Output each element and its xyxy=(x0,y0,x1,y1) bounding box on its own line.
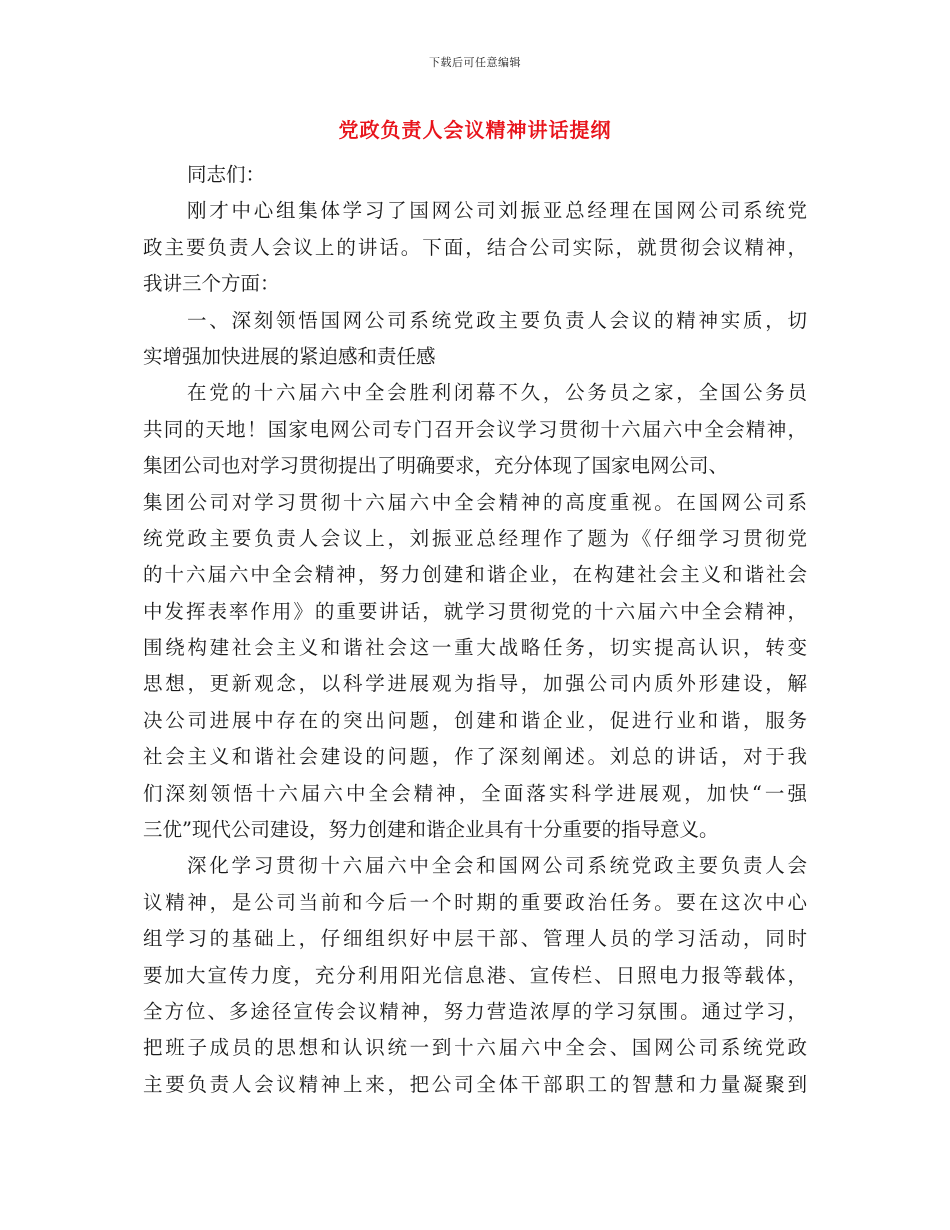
body-line: 议精神，是公司当前和今后一个时期的重要政治任务。要在这次中心 xyxy=(143,890,807,914)
body-line: 在党的十六届六中全会胜利闭幕不久，公务员之家，全国公务员 xyxy=(187,381,807,405)
document-body xyxy=(143,157,807,1103)
body-line: 组学习的基础上，仔细组织好中层干部、管理人员的学习活动，同时 xyxy=(143,927,807,951)
body-line: 深化学习贯彻十六届六中全会和国网公司系统党政主要负责人会 xyxy=(187,854,807,878)
body-line: 集团公司也对学习贯彻提出了明确要求，充分体现了国家电网公司、 xyxy=(143,454,729,478)
body-line: 思想，更新观念，以科学进展观为指导，加强公司内质外形建设，解 xyxy=(143,672,807,696)
body-line: 决公司进展中存在的突出问题，创建和谐企业，促进行业和谐，服务 xyxy=(143,708,807,732)
header-note: 下载后可任意编辑 xyxy=(429,56,521,69)
document-title: 党政负责人会议精神讲话提纲 xyxy=(338,118,612,142)
body-line: 的十六届六中全会精神，努力创建和谐企业，在构建社会主义和谐社会 xyxy=(143,563,807,587)
body-line: 围绕构建社会主义和谐社会这一重大战略任务，切实提高认识，转变 xyxy=(143,636,807,660)
body-line: 要加大宣传力度，充分利用阳光信息港、宣传栏、日照电力报等载体， xyxy=(143,963,807,987)
body-line: 们深刻领悟十六届六中全会精神，全面落实科学进展观，加快“一强 xyxy=(143,781,807,805)
body-line: 统党政主要负责人会议上，刘振亚总经理作了题为《仔细学习贯彻党 xyxy=(143,526,807,550)
body-line: 刚才中心组集体学习了国网公司刘振亚总经理在国网公司系统党 xyxy=(187,199,807,223)
body-line: 我讲三个方面： xyxy=(143,272,280,296)
body-line: 集团公司对学习贯彻十六届六中全会精神的高度重视。在国网公司系 xyxy=(143,490,807,514)
body-line: 中发挥表率作用》的重要讲话，就学习贯彻党的十六届六中全会精神， xyxy=(143,599,807,623)
section-heading-line: 实增强加快进展的紧迫感和责任感 xyxy=(143,344,436,368)
body-line: 社会主义和谐社会建设的问题，作了深刻阐述。刘总的讲话，对于我 xyxy=(143,745,807,769)
body-line: 主要负责人会议精神上来，把公司全体干部职工的智慧和力量凝聚到 xyxy=(143,1072,807,1096)
body-line: 政主要负责人会议上的讲话。下面，结合公司实际，就贯彻会议精神， xyxy=(143,235,807,259)
body-line: 三优”现代公司建设，努力创建和谐企业具有十分重要的指导意义。 xyxy=(143,818,719,842)
section-heading-line: 一、深刻领悟国网公司系统党政主要负责人会议的精神实质，切 xyxy=(187,308,807,332)
body-line: 共同的天地！国家电网公司专门召开会议学习贯彻十六届六中全会精神， xyxy=(143,417,807,441)
body-line: 把班子成员的思想和认识统一到十六届六中全会、国网公司系统党政 xyxy=(143,1036,807,1060)
salutation: 同志们： xyxy=(187,163,266,186)
body-line: 全方位、多途径宣传会议精神，努力营造浓厚的学习氛围。通过学习， xyxy=(143,999,807,1023)
